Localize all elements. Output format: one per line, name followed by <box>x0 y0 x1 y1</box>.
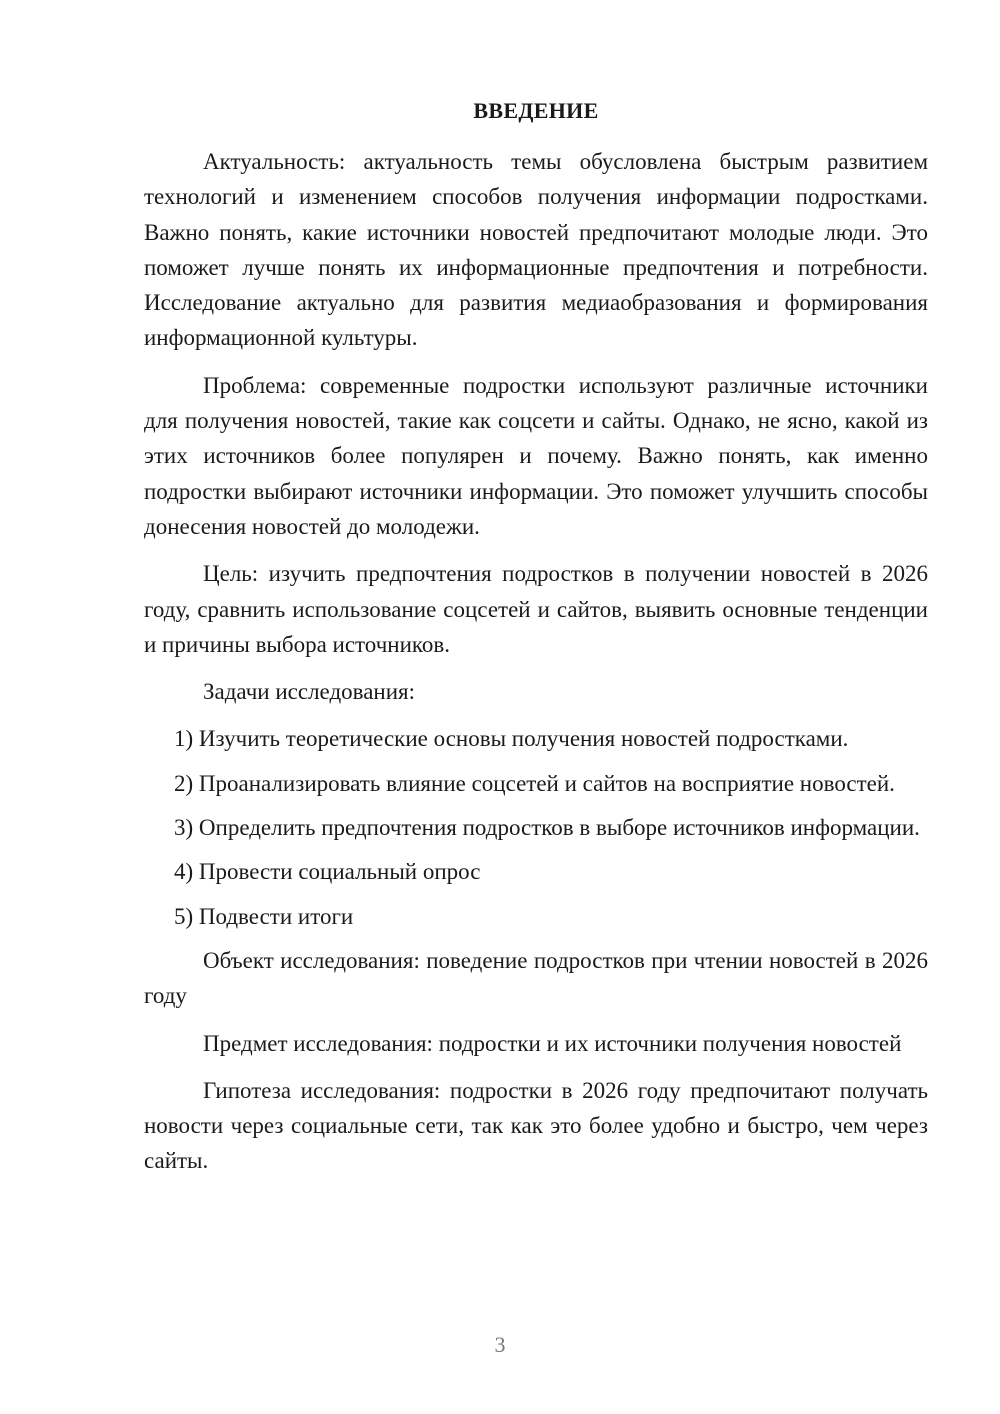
task-item: 2) Проанализировать влияние соцсетей и сайтов на восприятие новостей. <box>174 770 895 796</box>
task-item: 5) Подвести итоги <box>174 903 354 929</box>
task-item: 4) Провести социальный опрос <box>174 859 481 885</box>
problem-paragraph: Проблема: современные подростки используют различные источники для получения новостей, такие как соцсети и сайты. Однако, не ясно, какой из этих источников более популярен и почему. Важно понять, как именно подростки выбирают источники информации. Это поможет улучшить способы донесения новостей до молодежи. <box>144 372 928 539</box>
task-item: 3) Определить предпочтения подростков в выборе источников информации. <box>174 815 920 841</box>
hypothesis-paragraph: Гипотеза исследования: подростки в 2026 году предпочитают получать новости через социальные сети, так как это более удобно и быстро, чем через сайты. <box>144 1077 928 1174</box>
page-content <box>144 96 928 1191</box>
tasks-list <box>144 721 928 933</box>
page-number: 3 <box>494 1332 506 1357</box>
subject-paragraph: Предмет исследования: подростки и их источники получения новостей <box>203 1030 902 1056</box>
relevance-paragraph: Актуальность: актуальность темы обусловлена быстрым развитием технологий и изменением способов получения информации подростками. Важно понять, какие источники новостей предпочитают молодые люди. Это поможет лучше понять их информационные предпочтения и потребности. Исследование актуально для развития медиаобразования и формирования информационной культуры. <box>144 149 928 351</box>
goal-paragraph: Цель: изучить предпочтения подростков в получении новостей в 2026 году, сравнить использование соцсетей и сайтов, выявить основные тенденции и причины выбора источников. <box>144 561 928 657</box>
section-title: ВВЕДЕНИЕ <box>473 98 599 123</box>
tasks-heading: Задачи исследования: <box>203 679 416 705</box>
object-paragraph: Объект исследования: поведение подростков при чтении новостей в 2026 году <box>144 947 928 1009</box>
task-item: 1) Изучить теоретические основы получения новостей подростками. <box>174 726 849 752</box>
